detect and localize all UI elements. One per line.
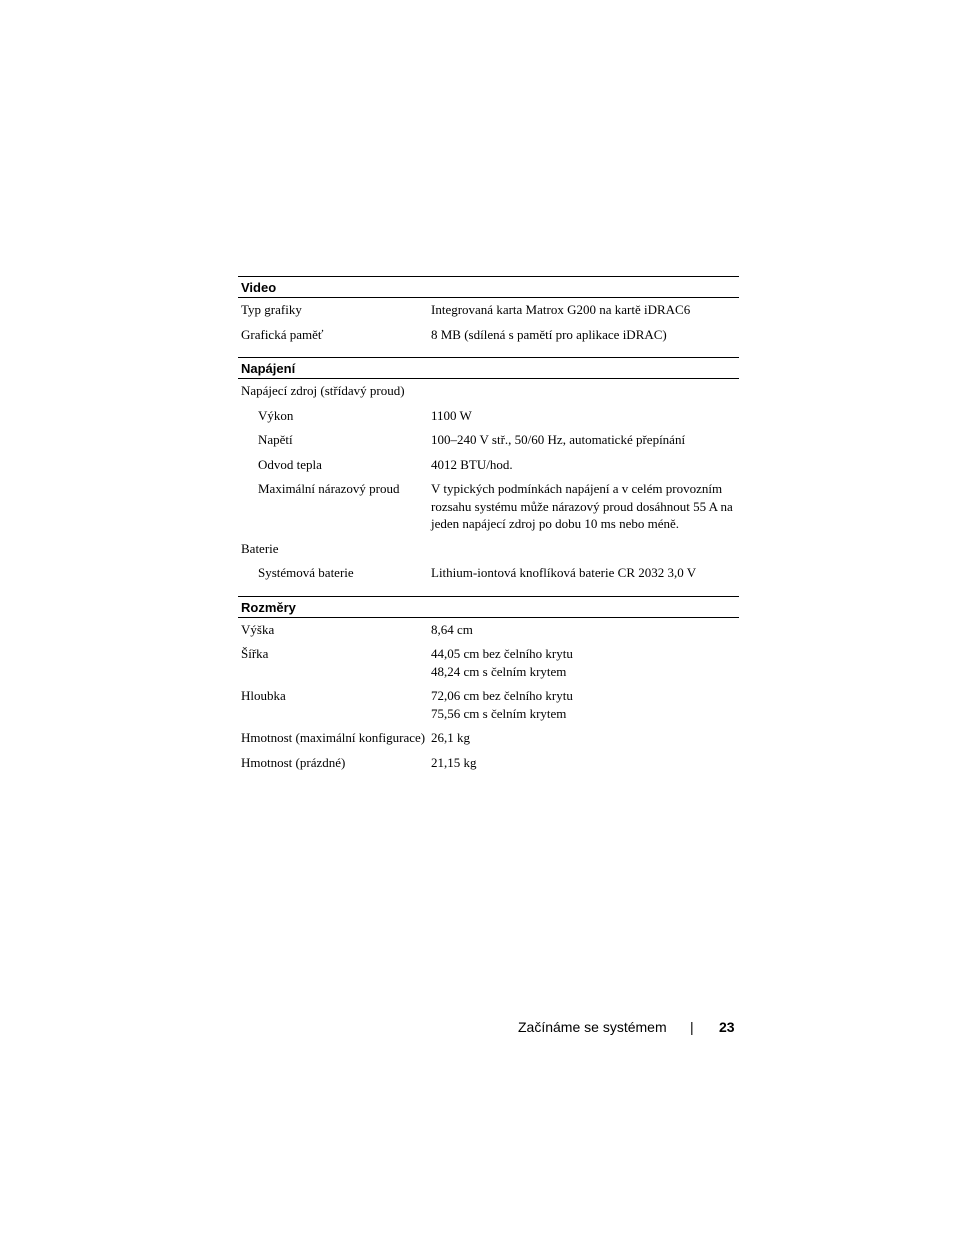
page-number: 23 xyxy=(719,1019,735,1035)
spec-row xyxy=(238,540,739,558)
spec-row xyxy=(238,407,739,425)
spec-row xyxy=(238,754,739,772)
spec-label: Šířka xyxy=(241,646,269,661)
spec-label: Grafická paměť xyxy=(241,326,324,342)
spec-value-line: 72,06 cm bez čelního krytu xyxy=(431,688,573,703)
footer-separator: | xyxy=(690,1019,694,1035)
spec-value-line: 75,56 cm s čelním krytem xyxy=(431,705,567,721)
spec-value xyxy=(431,326,739,344)
footer-chapter-title: Začínáme se systémem xyxy=(518,1019,667,1035)
section-title: Rozměry xyxy=(238,597,739,618)
spec-label: Hmotnost (maximální konfigurace) xyxy=(241,730,426,745)
spec-label: Baterie xyxy=(241,540,279,556)
section-rows xyxy=(238,618,739,772)
spec-value-line: 44,05 cm bez čelního krytu xyxy=(431,646,573,661)
spec-value-line: Integrovaná karta Matrox G200 na kartě iDRAC6 xyxy=(431,302,691,317)
spec-value-line: Lithium-iontová knoflíková baterie CR 2032 3,0 V xyxy=(431,565,697,580)
spec-label: Napětí xyxy=(258,432,293,447)
spec-label: Výkon xyxy=(258,407,294,423)
spec-value xyxy=(431,645,739,680)
spec-value xyxy=(431,564,739,582)
spec-label: Typ grafiky xyxy=(241,302,302,317)
spec-row xyxy=(238,456,739,474)
spec-row xyxy=(238,382,739,400)
spec-label: Hloubka xyxy=(241,688,286,703)
spec-label: Odvod tepla xyxy=(258,456,322,472)
spec-row xyxy=(238,687,739,722)
spec-section xyxy=(238,357,739,582)
spec-value-line: 8 MB (sdílená s pamětí pro aplikace iDRAC) xyxy=(431,326,667,342)
spec-row xyxy=(238,729,739,747)
spec-label: Hmotnost (prázdné) xyxy=(241,754,346,770)
spec-section xyxy=(238,276,739,343)
spec-value-line: 26,1 kg xyxy=(431,730,470,745)
section-rows xyxy=(238,298,739,343)
spec-value-line: 48,24 cm s čelním krytem xyxy=(431,663,567,679)
spec-label: Výška xyxy=(241,621,275,637)
spec-value xyxy=(431,621,739,639)
spec-row xyxy=(238,326,739,344)
spec-value xyxy=(431,540,739,558)
spec-label: Maximální nárazový proud xyxy=(258,481,400,496)
spec-value xyxy=(431,301,739,319)
spec-value xyxy=(431,456,739,474)
spec-value-line: 100–240 V stř., 50/60 Hz, automatické přepínání xyxy=(431,432,686,447)
spec-value xyxy=(431,480,739,533)
spec-value xyxy=(431,431,739,449)
spec-value-line: V typických podmínkách napájení a v celém provozním rozsahu systému může nárazový proud dosáhnout 55 A na jeden napájecí zdroj po dobu 10 ms nebo méně. xyxy=(431,481,733,531)
spec-value-line: 4012 BTU/hod. xyxy=(431,456,513,472)
spec-row xyxy=(238,621,739,639)
spec-row xyxy=(238,301,739,319)
section-title: Video xyxy=(238,277,739,298)
spec-value xyxy=(431,382,739,400)
spec-label: Napájecí zdroj (střídavý proud) xyxy=(241,383,405,398)
section-title: Napájení xyxy=(238,358,739,379)
spec-value xyxy=(431,729,739,747)
spec-row xyxy=(238,480,739,533)
section-rows xyxy=(238,379,739,582)
spec-section xyxy=(238,596,739,772)
spec-row xyxy=(238,564,739,582)
spec-value xyxy=(431,687,739,722)
spec-value-line: 21,15 kg xyxy=(431,754,477,770)
spec-value xyxy=(431,407,739,425)
spec-value-line: 8,64 cm xyxy=(431,621,473,637)
spec-value xyxy=(431,754,739,772)
spec-row xyxy=(238,431,739,449)
spec-label: Systémová baterie xyxy=(258,565,354,580)
spec-value-line: 1100 W xyxy=(431,407,472,423)
spec-row xyxy=(238,645,739,680)
specs-table xyxy=(238,276,739,778)
